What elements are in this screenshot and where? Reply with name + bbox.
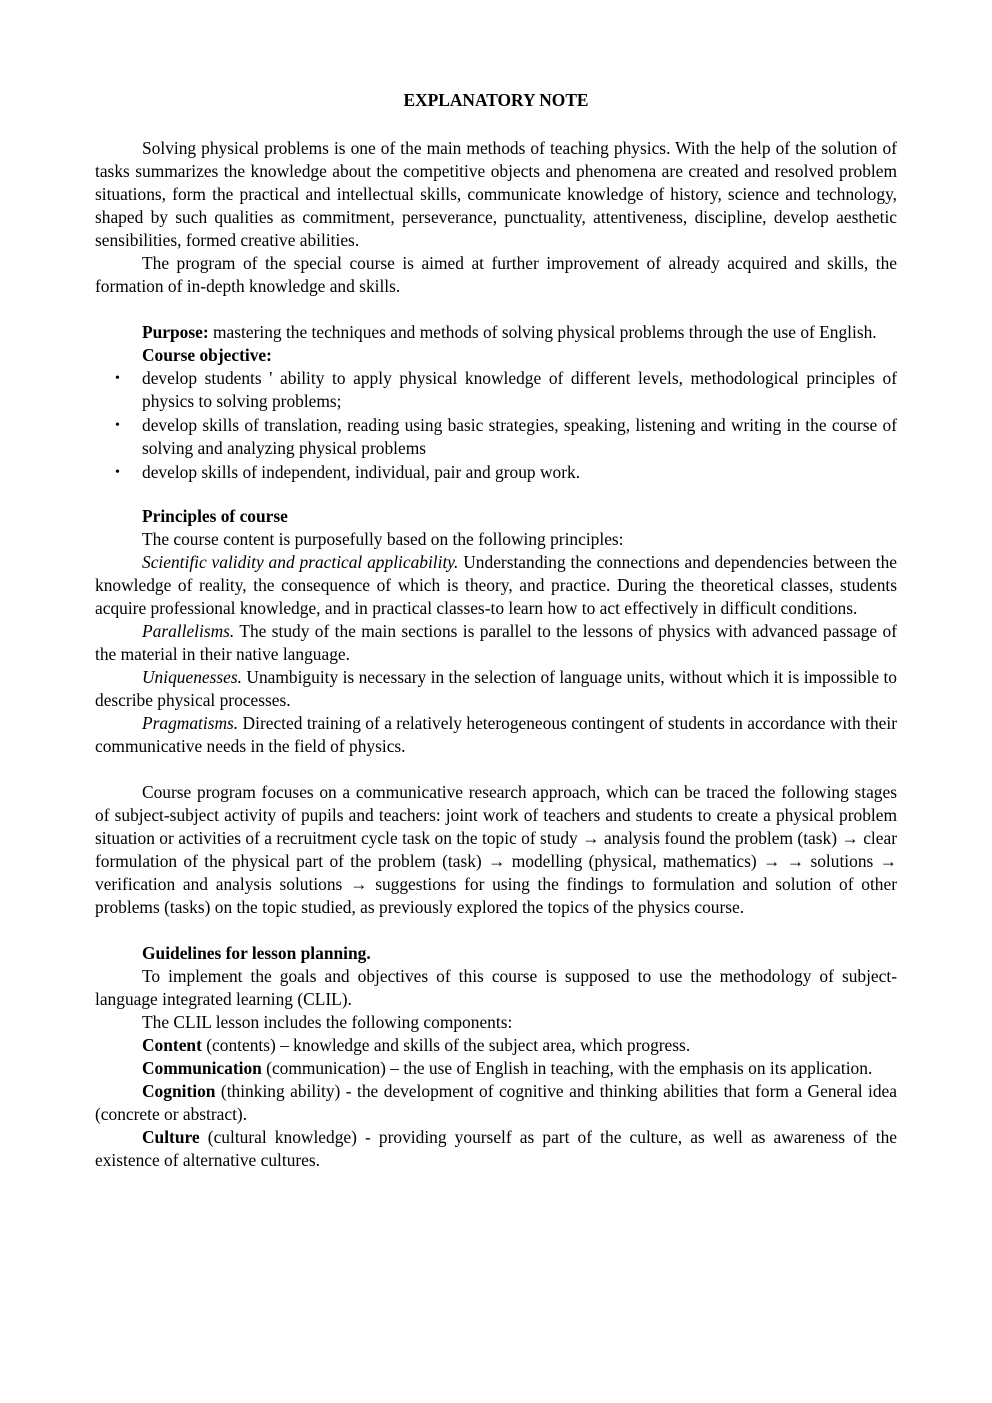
component-term: Communication (142, 1058, 262, 1078)
component-term: Content (142, 1035, 202, 1055)
component-text: (thinking ability) - the development of cognitive and thinking abilities that form a General idea (concrete or abstract). (95, 1081, 897, 1124)
guidelines-paragraph-1: To implement the goals and objectives of this course is supposed to use the methodology of subject-language integrated learning (CLIL). (95, 966, 897, 1009)
bullet-icon: • (115, 371, 120, 386)
component-item (95, 1080, 897, 1126)
list-item-text: develop skills of translation, reading using basic strategies, speaking, listening and writing in the course of solving and analyzing physical problems (142, 415, 897, 458)
list-item (95, 414, 897, 460)
list-item-text: develop students ' ability to apply physical knowledge of different levels, methodological principles of physics to solving problems; (142, 368, 897, 411)
principle-term: Pragmatisms. (142, 713, 239, 733)
bullet-icon: • (115, 465, 120, 480)
spacer (95, 758, 897, 781)
principle-term: Uniquenesses. (142, 667, 242, 687)
principles-intro: The course content is purposefully based on the following principles: (142, 529, 624, 549)
principle-text: Understanding the connections and dependencies between the knowledge of reality, the consequence of which is theory, and practice. During the theoretical classes, students acquire professional knowledge, and in practical classes-to learn how to act effectively in difficult conditions. (95, 552, 897, 618)
objective-heading-text: Course objective: (142, 345, 272, 365)
program-paragraph: Course program focuses on a communicative research approach, which can be traced the following stages of subject-subject activity of pupils and teachers: joint work of teachers and students to create a physical problem situation or activities of a recruitment cycle task on the topic of study → analysis found the problem (task) → clear formulation of the physical part of the problem (task) → modelling (physical, mathematics) → → solutions → verification and analysis solutions → suggestions for using the findings to formulation and solution of other problems (tasks) on the topic studied, as previously explored the topics of the physics course. (95, 782, 897, 917)
spacer (95, 485, 897, 505)
list-item (95, 367, 897, 413)
spacer (95, 919, 897, 942)
component-item (95, 1057, 897, 1080)
principle-item (95, 666, 897, 712)
principle-text: Directed training of a relatively heterogeneous contingent of students in accordance with their communicative needs in the field of physics. (95, 713, 897, 756)
principle-text: The study of the main sections is parallel to the lessons of physics with advanced passage of the material in their native language. (95, 621, 897, 664)
component-term: Culture (142, 1127, 200, 1147)
component-item (95, 1034, 897, 1057)
principles-heading-text: Principles of course (142, 506, 288, 526)
component-text: (contents) – knowledge and skills of the subject area, which progress. (201, 1035, 691, 1055)
component-text: (cultural knowledge) - providing yourself as part of the culture, as well as awareness of the existence of alternative cultures. (95, 1127, 897, 1170)
spacer (95, 298, 897, 321)
principle-text: Unambiguity is necessary in the selection of language units, without which it is impossible to describe physical processes. (95, 667, 897, 710)
purpose-text: mastering the techniques and methods of solving physical problems through the use of English. (208, 322, 877, 342)
principle-item (95, 551, 897, 620)
principle-term: Parallelisms. (142, 621, 235, 641)
component-item (95, 1126, 897, 1172)
principle-item (95, 620, 897, 666)
guidelines-heading-text: Guidelines for lesson planning. (142, 943, 371, 963)
objective-heading (95, 344, 897, 367)
page-title: EXPLANATORY NOTE (403, 90, 589, 110)
list-item-text: develop skills of independent, individual, pair and group work. (142, 462, 581, 482)
objective-list (95, 367, 897, 484)
guidelines-paragraph-2: The CLIL lesson includes the following components: (142, 1012, 513, 1032)
intro-paragraph-1: Solving physical problems is one of the main methods of teaching physics. With the help of the solution of tasks summarizes the knowledge about the competitive objects and phenomena are created and resolved problem situations, form the practical and intellectual skills, communicate knowledge of history, science and technology, shaped by such qualities as commitment, perseverance, punctuality, attentiveness, discipline, develop aesthetic sensibilities, formed creative abilities. (95, 138, 897, 250)
list-item (95, 461, 897, 484)
purpose-label: Purpose: (142, 322, 209, 342)
principles-heading (95, 505, 897, 528)
principle-term: Scientific validity and practical applicability. (142, 552, 459, 572)
principle-item (95, 712, 897, 758)
bullet-icon: • (115, 418, 120, 433)
component-term: Cognition (142, 1081, 216, 1101)
document-page (95, 89, 897, 1172)
component-text: (communication) – the use of English in teaching, with the emphasis on its application. (261, 1058, 873, 1078)
purpose-paragraph (95, 321, 897, 344)
guidelines-heading (95, 942, 897, 965)
intro-paragraph-2: The program of the special course is aimed at further improvement of already acquired and skills, the formation of in-depth knowledge and skills. (95, 253, 897, 296)
